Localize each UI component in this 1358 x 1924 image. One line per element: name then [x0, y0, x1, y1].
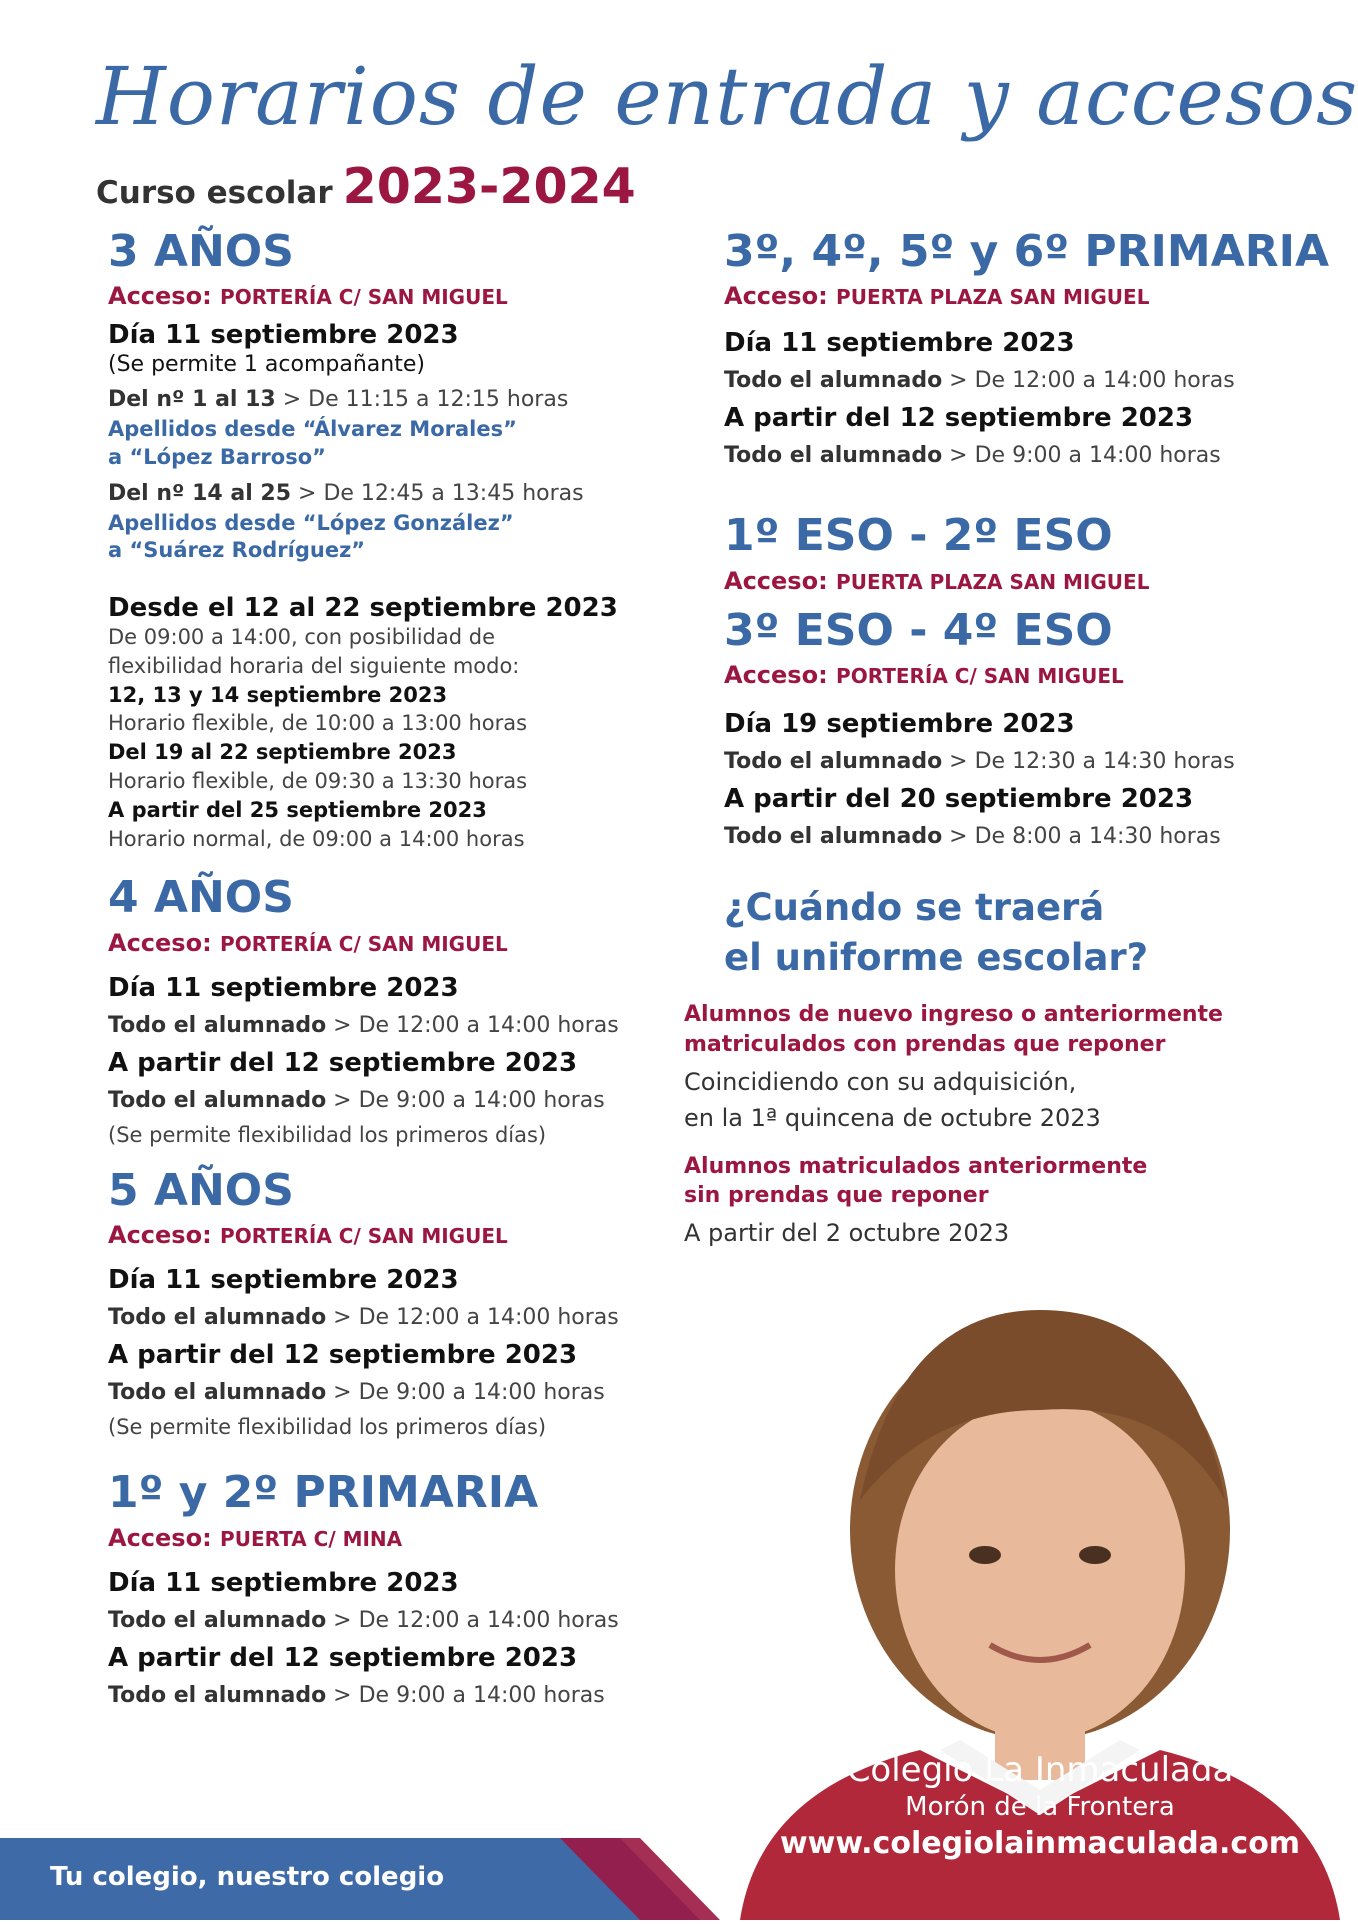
uniform-question-2: el uniforme escolar?	[724, 935, 1149, 979]
section-1-2-primaria	[108, 1469, 668, 1707]
day-2-schedule	[108, 1683, 668, 1708]
day-2-who: Todo el alumnado	[108, 1380, 327, 1406]
school-city: Morón de la Frontera	[905, 1792, 1175, 1822]
section-heading: 1º y 2º PRIMARIA	[108, 1467, 539, 1519]
access-label: Acceso:	[108, 928, 212, 957]
flex-note: (Se permite flexibilidad los primeros días)	[108, 1122, 547, 1147]
day-1-hours: > De 12:30 a 14:30 horas	[942, 749, 1235, 775]
phase-3-title-text: A partir del 25 septiembre 2023	[108, 798, 487, 823]
group-2-range: Del nº 14 al 25	[108, 480, 292, 506]
group-1-names-1: Apellidos desde “Álvarez Morales”	[108, 417, 517, 442]
day-title: Día 11 septiembre 2023	[108, 320, 459, 351]
day-2-schedule	[108, 1380, 668, 1405]
access-label: Acceso:	[724, 282, 828, 311]
section-heading: 3º ESO - 4º ESO	[724, 604, 1113, 656]
period-title: Desde el 12 al 22 septiembre 2023	[108, 592, 618, 623]
day-2-hours: > De 9:00 a 14:00 horas	[326, 1682, 605, 1708]
page-title: Horarios de entrada y accesos	[96, 50, 1358, 143]
group-1-hours: > De 11:15 a 12:15 horas	[275, 387, 569, 413]
access-value: PUERTA C/ MINA	[220, 1526, 403, 1551]
day-1-schedule	[724, 749, 1324, 774]
access-line	[724, 567, 1324, 595]
day-1-who: Todo el alumnado	[108, 1607, 327, 1633]
access-value: PORTERÍA C/ SAN MIGUEL	[220, 1224, 508, 1249]
day-2-schedule	[724, 824, 1324, 849]
course-line	[96, 158, 636, 215]
access-value: PUERTA PLAZA SAN MIGUEL	[836, 285, 1150, 310]
day-2-hours: > De 9:00 a 14:00 horas	[942, 443, 1221, 469]
phase-2-text: Horario flexible, de 09:30 a 13:30 horas	[108, 769, 528, 794]
phase-3-text: Horario normal, de 09:00 a 14:00 horas	[108, 827, 525, 852]
answer-a-text-2: en la 1ª quincena de octubre 2023	[684, 1103, 1101, 1132]
day-title: Día 11 septiembre 2023	[108, 1265, 459, 1296]
day-2-schedule	[724, 443, 1324, 468]
group-1-range: Del nº 1 al 13	[108, 387, 276, 413]
day-1-who: Todo el alumnado	[108, 1305, 327, 1331]
section-heading: 5 AÑOS	[108, 1164, 294, 1216]
access-label: Acceso:	[108, 282, 212, 311]
day-1-schedule	[108, 1013, 668, 1038]
day-2-hours: > De 9:00 a 14:00 horas	[326, 1380, 605, 1406]
answer-a-text-1: Coincidiendo con su adquisición,	[684, 1067, 1077, 1096]
day-1-who: Todo el alumnado	[108, 1012, 327, 1038]
tagline: Tu colegio, nuestro colegio	[50, 1862, 445, 1892]
day-title: Día 11 septiembre 2023	[108, 1567, 459, 1598]
day-title: Día 11 septiembre 2023	[724, 328, 1075, 359]
day-2-title: A partir del 12 septiembre 2023	[108, 1047, 578, 1078]
phase-1-title-text: 12, 13 y 14 septiembre 2023	[108, 682, 448, 707]
section-5-anos	[108, 1164, 668, 1440]
period-desc-2: flexibilidad horaria del siguiente modo:	[108, 653, 520, 678]
access-line	[108, 1221, 668, 1249]
section-1-2-eso	[724, 512, 1324, 594]
uniform-answers	[684, 1000, 1324, 1251]
section-heading: 4 AÑOS	[108, 872, 294, 924]
phase-1-title	[108, 681, 668, 710]
group-2-names-2: a “Suárez Rodríguez”	[108, 538, 366, 563]
school-brand	[760, 1750, 1320, 1861]
course-year: 2023-2024	[342, 158, 636, 215]
access-value: PORTERÍA C/ SAN MIGUEL	[220, 931, 508, 956]
section-4-anos	[108, 874, 668, 1146]
day-1-hours: > De 12:00 a 14:00 horas	[942, 368, 1235, 394]
day-2-title: A partir del 12 septiembre 2023	[108, 1340, 578, 1371]
school-name: Colegio La Inmaculada	[846, 1750, 1234, 1790]
phase-2-title-text: Del 19 al 22 septiembre 2023	[108, 740, 457, 765]
day-1-schedule	[108, 1305, 668, 1330]
day-1-who: Todo el alumnado	[724, 368, 943, 394]
school-website[interactable]: www.colegiolainmaculada.com	[779, 1826, 1301, 1861]
day-1-schedule	[108, 1608, 668, 1633]
day-2-who: Todo el alumnado	[724, 824, 943, 850]
day-2-who: Todo el alumnado	[724, 443, 943, 469]
day-1-schedule	[724, 368, 1324, 393]
access-line	[724, 282, 1324, 310]
group-2-time	[108, 481, 668, 506]
day-1-who: Todo el alumnado	[724, 749, 943, 775]
phase-1-text: Horario flexible, de 10:00 a 13:00 horas	[108, 711, 528, 736]
group-2-names-1: Apellidos desde “López González”	[108, 510, 514, 535]
day-title: Día 19 septiembre 2023	[724, 709, 1075, 740]
day-2-who: Todo el alumnado	[108, 1682, 327, 1708]
access-value: PORTERÍA C/ SAN MIGUEL	[836, 664, 1124, 689]
access-label: Acceso:	[108, 1523, 212, 1552]
section-3-anos	[108, 228, 668, 854]
access-value: PUERTA PLAZA SAN MIGUEL	[836, 569, 1150, 594]
access-label: Acceso:	[724, 661, 828, 690]
day-1-hours: > De 12:00 a 14:00 horas	[326, 1012, 619, 1038]
section-heading: 1º ESO - 2º ESO	[724, 510, 1113, 562]
answer-b-text: A partir del 2 octubre 2023	[684, 1219, 1010, 1248]
answer-b-head-1: Alumnos matriculados anteriormente	[684, 1153, 1148, 1179]
access-value: PORTERÍA C/ SAN MIGUEL	[220, 285, 508, 310]
period-desc-1: De 09:00 a 14:00, con posibilidad de	[108, 624, 495, 649]
day-2-schedule	[108, 1088, 668, 1113]
section-uniform	[684, 883, 1324, 1251]
day-1-hours: > De 12:00 a 14:00 horas	[326, 1305, 619, 1331]
uniform-question-1: ¿Cuándo se traerá	[724, 886, 1105, 930]
access-line	[724, 661, 1324, 689]
day-1-hours: > De 12:00 a 14:00 horas	[326, 1607, 619, 1633]
group-2-hours: > De 12:45 a 13:45 horas	[291, 480, 584, 506]
answer-b-head-2: sin prendas que reponer	[684, 1183, 989, 1209]
day-note: (Se permite 1 acompañante)	[108, 352, 425, 378]
section-heading: 3º, 4º, 5º y 6º PRIMARIA	[724, 226, 1330, 277]
course-label: Curso escolar	[96, 175, 333, 211]
access-label: Acceso:	[108, 1221, 212, 1250]
access-label: Acceso:	[724, 566, 828, 595]
group-1-names-2: a “López Barroso”	[108, 444, 326, 469]
day-title: Día 11 septiembre 2023	[108, 972, 459, 1003]
group-1-time	[108, 387, 668, 412]
section-heading: 3 AÑOS	[108, 226, 294, 277]
answer-a-head-2: matriculados con prendas que reponer	[684, 1032, 1166, 1058]
phase-2-title	[108, 738, 668, 767]
access-line	[108, 1524, 668, 1552]
flex-note: (Se permite flexibilidad los primeros días)	[108, 1415, 547, 1440]
access-line	[108, 282, 668, 310]
section-3-4-eso	[724, 604, 1324, 850]
left-column	[108, 228, 668, 1708]
day-2-title: A partir del 12 septiembre 2023	[108, 1642, 578, 1673]
day-2-who: Todo el alumnado	[108, 1087, 327, 1113]
day-2-title: A partir del 20 septiembre 2023	[724, 784, 1194, 815]
access-line	[108, 929, 668, 957]
phase-3-title	[108, 796, 668, 825]
answer-a-head-1: Alumnos de nuevo ingreso o anteriormente	[684, 1002, 1223, 1028]
day-2-hours: > De 8:00 a 14:30 horas	[942, 824, 1221, 850]
day-2-title: A partir del 12 septiembre 2023	[724, 403, 1194, 434]
day-2-hours: > De 9:00 a 14:00 horas	[326, 1087, 605, 1113]
right-column	[684, 226, 1330, 1251]
section-3-6-primaria	[724, 226, 1330, 469]
